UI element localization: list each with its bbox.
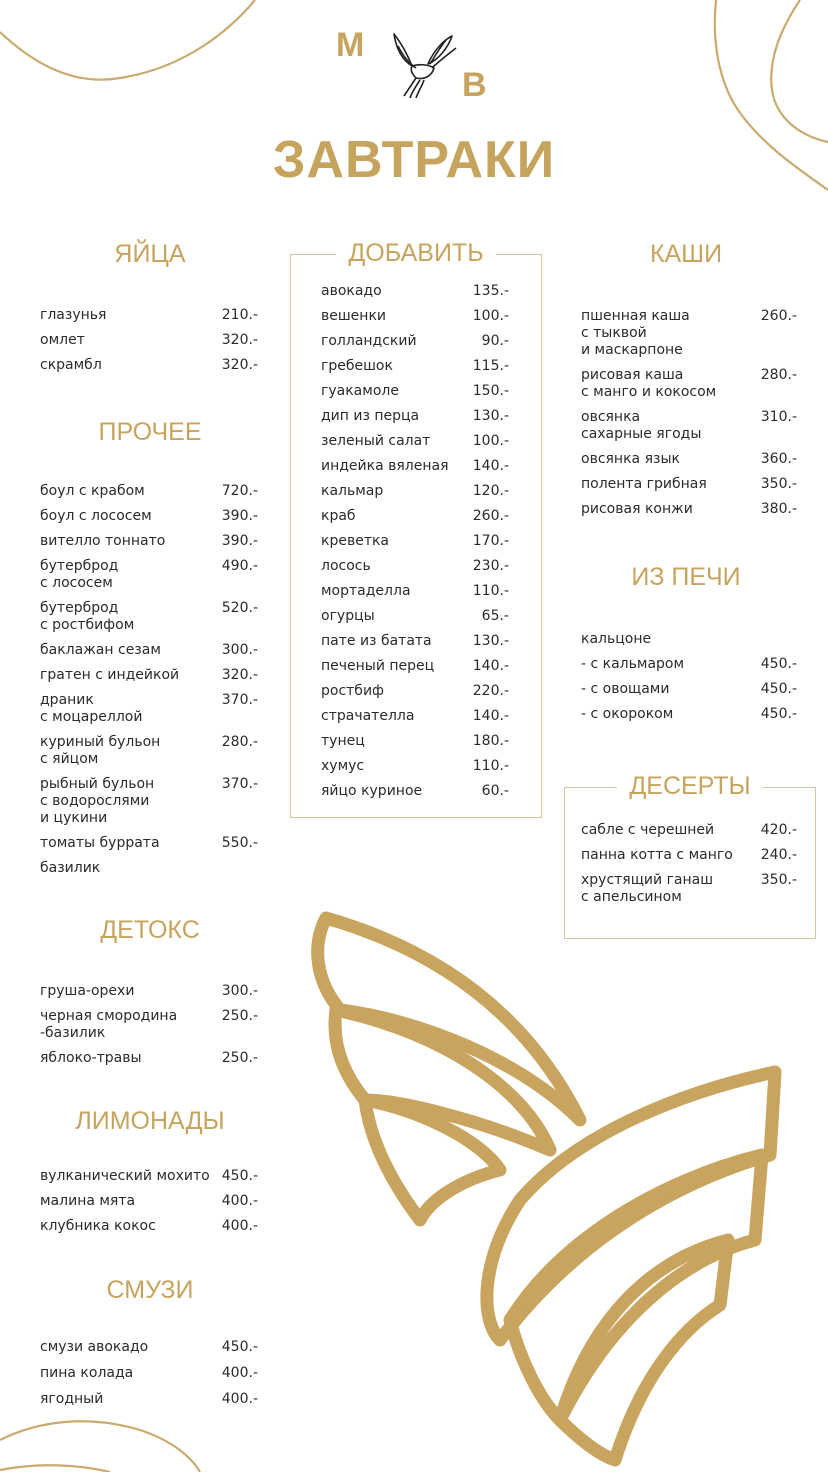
menu-item [40, 1339, 258, 1356]
menu-item-name: хрустящий ганаш с апельсином [581, 872, 714, 905]
menu-item-price: 230.- [472, 558, 509, 574]
menu-item [581, 367, 797, 401]
menu-item-name: кальцоне [581, 631, 652, 647]
menu-item-name: тунец [321, 733, 365, 749]
menu-item [321, 358, 509, 375]
menu-item [581, 409, 797, 443]
logo-letter-m: М [336, 26, 365, 64]
section-desserts-box [564, 772, 816, 939]
menu-item-price: 450.- [760, 706, 797, 722]
menu-item-name: малина мята [40, 1193, 136, 1209]
curve-bottom-left-1 [0, 1421, 200, 1472]
menu-item [321, 508, 509, 525]
menu-item-name: драник с моцареллой [40, 692, 143, 725]
menu-item-name: ростбиф [321, 683, 385, 699]
menu-item-name: омлет [40, 332, 85, 348]
menu-item-price: 450.- [760, 656, 797, 672]
menu-item-name: кальмар [321, 483, 384, 499]
menu-item [40, 332, 258, 349]
section-eggs [40, 307, 258, 382]
menu-item [40, 1050, 258, 1067]
menu-item-name: глазунья [40, 307, 107, 323]
section-smoothies [40, 1339, 258, 1417]
menu-item-price: 550.- [221, 835, 258, 851]
menu-item-name: пшенная каша с тыквой и маскарпоне [581, 308, 690, 358]
menu-item [581, 656, 797, 673]
menu-item-price: 65.- [481, 608, 509, 624]
menu-item-name: огурцы [321, 608, 375, 624]
menu-item-price: 450.- [221, 1339, 258, 1355]
menu-item-price: 490.- [221, 558, 258, 574]
menu-item-name: сабле с черешней [581, 822, 715, 838]
curve-top-right-inner [771, 0, 828, 142]
menu-item-price: 400.- [221, 1218, 258, 1234]
menu-item [40, 483, 258, 500]
menu-item-name: зеленый салат [321, 433, 431, 449]
menu-item [40, 667, 258, 684]
menu-item [40, 508, 258, 525]
menu-item-name: боул с крабом [40, 483, 145, 499]
menu-item [40, 600, 258, 634]
wing-graphic-icon [318, 918, 775, 1460]
section-title-other: ПРОЧЕЕ [98, 418, 202, 446]
menu-item-price: 320.- [221, 357, 258, 373]
menu-item-price: 120.- [472, 483, 509, 499]
menu-item-price: 350.- [760, 476, 797, 492]
menu-item-name: полента грибная [581, 476, 707, 492]
menu-item [40, 1168, 258, 1185]
menu-item-name: бутерброд с ростбифом [40, 600, 135, 633]
menu-item-name: креветка [321, 533, 390, 549]
menu-item-price: 390.- [221, 508, 258, 524]
menu-item-price: 520.- [221, 600, 258, 616]
menu-item-name: - с кальмаром [581, 656, 685, 672]
menu-item-name: вулканический мохито [40, 1168, 210, 1184]
curve-top-left [0, 0, 255, 80]
menu-item-price: 300.- [221, 642, 258, 658]
menu-item-name: рисовая каша с манго и кокосом [581, 367, 717, 400]
menu-item-price: 140.- [472, 658, 509, 674]
menu-item-price: 100.- [472, 433, 509, 449]
menu-item-name: - с овощами [581, 681, 670, 697]
menu-item [321, 783, 509, 800]
section-title-porridge: КАШИ [649, 240, 723, 268]
menu-item-name: яйцо куриное [321, 783, 423, 799]
menu-item [40, 734, 258, 768]
menu-item [321, 633, 509, 650]
menu-item-price: 300.- [221, 983, 258, 999]
menu-item [321, 533, 509, 550]
menu-item [40, 357, 258, 374]
menu-item-name: черная смородина -базилик [40, 1008, 178, 1041]
menu-item [581, 706, 797, 723]
menu-item-price: 400.- [221, 1365, 258, 1381]
menu-item-price: 130.- [472, 408, 509, 424]
section-oven [581, 631, 797, 731]
section-title-desserts: ДЕСЕРТЫ [617, 772, 762, 800]
menu-item-name: авокадо [321, 283, 382, 299]
menu-item-name: мортаделла [321, 583, 411, 599]
menu-item-name: пате из батата [321, 633, 432, 649]
menu-item [40, 835, 258, 852]
menu-item [321, 583, 509, 600]
menu-item [40, 1391, 258, 1408]
section-title-detox: ДЕТОКС [100, 916, 200, 944]
menu-item-name: бутерброд с лососем [40, 558, 119, 591]
menu-item-price: 350.- [760, 872, 797, 888]
menu-item-price: 210.- [221, 307, 258, 323]
menu-item-price: 110.- [472, 583, 509, 599]
menu-item-name: яблоко-травы [40, 1050, 142, 1066]
menu-item-price: 110.- [472, 758, 509, 774]
menu-item [321, 283, 509, 300]
menu-item-price: 370.- [221, 692, 258, 708]
section-lemonades [40, 1168, 258, 1243]
menu-item-name: вешенки [321, 308, 386, 324]
menu-item-price: 260.- [760, 308, 797, 324]
menu-item [581, 451, 797, 468]
menu-item-price: 310.- [760, 409, 797, 425]
section-add [321, 283, 509, 808]
menu-item-name: гребешок [321, 358, 393, 374]
section-title-eggs: ЯЙЦА [114, 240, 186, 268]
section-title-oven: ИЗ ПЕЧИ [631, 563, 741, 591]
menu-item-price: 250.- [221, 1050, 258, 1066]
menu-item-price: 280.- [221, 734, 258, 750]
menu-item [40, 860, 258, 877]
menu-item [581, 631, 797, 648]
logo-letter-b: В [462, 66, 487, 104]
menu-item-price: 180.- [472, 733, 509, 749]
menu-item [581, 847, 797, 864]
menu-item [321, 458, 509, 475]
menu-item [40, 1193, 258, 1210]
menu-item [581, 476, 797, 493]
menu-item [321, 308, 509, 325]
menu-item-price: 380.- [760, 501, 797, 517]
menu-item [581, 872, 797, 906]
section-title-lemonades: ЛИМОНАДЫ [75, 1107, 225, 1135]
menu-item-price: 115.- [472, 358, 509, 374]
menu-item-price: 450.- [760, 681, 797, 697]
menu-item-name: смузи авокадо [40, 1339, 149, 1355]
menu-item-price: 400.- [221, 1193, 258, 1209]
menu-item-price: 220.- [472, 683, 509, 699]
section-title-smoothies: СМУЗИ [106, 1276, 194, 1304]
menu-item [321, 383, 509, 400]
menu-item-name: гратен с индейкой [40, 667, 180, 683]
menu-item-name: страчателла [321, 708, 415, 724]
section-detox [40, 983, 258, 1075]
menu-item-name: рыбный бульон с водорослями и цукини [40, 776, 155, 826]
curve-bottom-left-2 [0, 1465, 110, 1472]
menu-item [321, 333, 509, 350]
menu-item-name: клубника кокос [40, 1218, 156, 1234]
menu-item [40, 983, 258, 1000]
menu-item-name: базилик [40, 860, 101, 876]
menu-item-price: 170.- [472, 533, 509, 549]
menu-item-price: 320.- [221, 332, 258, 348]
menu-item [321, 608, 509, 625]
menu-item-price: 90.- [481, 333, 509, 349]
menu-item-name: дип из перца [321, 408, 420, 424]
menu-item [321, 733, 509, 750]
menu-item [321, 408, 509, 425]
menu-item-name: гуакамоле [321, 383, 399, 399]
menu-item-name: куриный бульон с яйцом [40, 734, 161, 767]
menu-item-price: 250.- [221, 1008, 258, 1024]
menu-item [40, 776, 258, 827]
menu-item [581, 822, 797, 839]
menu-item-price: 140.- [472, 458, 509, 474]
section-add-box [290, 239, 542, 818]
menu-item-price: 360.- [760, 451, 797, 467]
menu-item-name: томаты буррата [40, 835, 160, 851]
menu-item [321, 483, 509, 500]
menu-item [581, 681, 797, 698]
section-other [40, 483, 258, 885]
section-title-add: ДОБАВИТЬ [336, 239, 495, 267]
menu-item [40, 692, 258, 726]
menu-item [40, 642, 258, 659]
menu-item-price: 720.- [221, 483, 258, 499]
bird-logo-icon [388, 30, 458, 100]
menu-item [321, 433, 509, 450]
menu-item-price: 140.- [472, 708, 509, 724]
menu-item-name: панна котта с манго [581, 847, 733, 863]
menu-item-name: вителло тоннато [40, 533, 166, 549]
menu-item-name: голландский [321, 333, 417, 349]
menu-item [40, 1218, 258, 1235]
menu-item-price: 420.- [760, 822, 797, 838]
menu-item-name: ягодный [40, 1391, 104, 1407]
menu-item-price: 100.- [472, 308, 509, 324]
menu-item-name: баклажан сезам [40, 642, 161, 658]
menu-item-name: печеный перец [321, 658, 435, 674]
section-porridge [581, 308, 797, 526]
menu-item [321, 758, 509, 775]
menu-item [40, 533, 258, 550]
menu-item-price: 150.- [472, 383, 509, 399]
menu-item [321, 683, 509, 700]
menu-item-name: боул с лососем [40, 508, 152, 524]
menu-item-name: пина колада [40, 1365, 134, 1381]
menu-item-name: хумус [321, 758, 365, 774]
menu-item-price: 130.- [472, 633, 509, 649]
menu-item [581, 501, 797, 518]
menu-item [321, 708, 509, 725]
menu-item-price: 450.- [221, 1168, 258, 1184]
menu-item-name: краб [321, 508, 356, 524]
menu-item [40, 1365, 258, 1382]
menu-item-name: груша-орехи [40, 983, 135, 999]
menu-item [40, 1008, 258, 1042]
menu-item-price: 370.- [221, 776, 258, 792]
menu-item-price: 240.- [760, 847, 797, 863]
menu-item-price: 280.- [760, 367, 797, 383]
menu-item [581, 308, 797, 359]
menu-item-price: 135.- [472, 283, 509, 299]
menu-item-name: лосось [321, 558, 371, 574]
menu-item-name: индейка вяленая [321, 458, 449, 474]
menu-item-price: 260.- [472, 508, 509, 524]
page-title: ЗАВТРАКИ [272, 131, 556, 189]
section-desserts [581, 822, 797, 914]
menu-item-name: скрамбл [40, 357, 102, 373]
brand-logo [330, 28, 500, 108]
menu-item-name: овсянка сахарные ягоды [581, 409, 702, 442]
menu-item [321, 658, 509, 675]
menu-item-name: овсянка язык [581, 451, 680, 467]
menu-item-price: 60.- [481, 783, 509, 799]
menu-item [40, 558, 258, 592]
menu-item [321, 558, 509, 575]
menu-item-name: - с окороком [581, 706, 674, 722]
menu-item [40, 307, 258, 324]
menu-item-price: 320.- [221, 667, 258, 683]
menu-item-price: 400.- [221, 1391, 258, 1407]
menu-item-price: 390.- [221, 533, 258, 549]
menu-item-name: рисовая конжи [581, 501, 693, 517]
